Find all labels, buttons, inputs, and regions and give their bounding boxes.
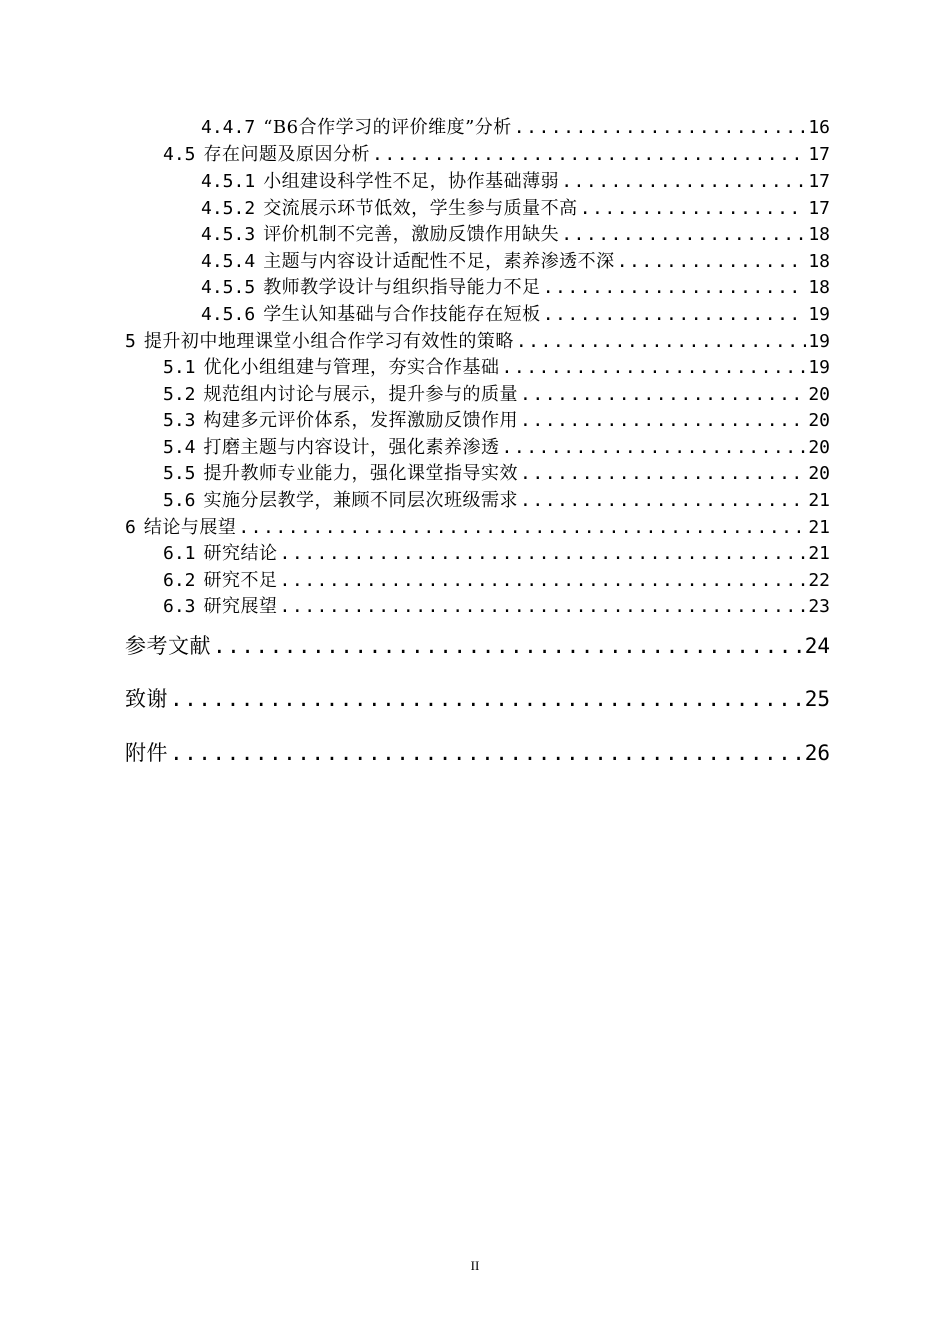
toc-dot-leader	[170, 740, 803, 766]
toc-dot-leader	[561, 224, 806, 246]
toc-entry-title: 研究展望	[203, 596, 278, 617]
toc-entry-title: 实施分层教学，兼顾不同层次班级需求	[203, 490, 519, 511]
toc-entry[interactable]	[201, 277, 830, 299]
toc-entry[interactable]	[125, 331, 830, 353]
toc-dot-leader	[280, 543, 807, 565]
toc-dot-leader	[516, 331, 806, 353]
toc-entry[interactable]	[201, 224, 830, 246]
toc-entry-title: 规范组内讨论与展示，提升参与的质量	[203, 384, 519, 405]
toc-dot-leader	[520, 463, 806, 485]
toc-entry-number: 5.5	[163, 463, 196, 484]
toc-entry-page: 16	[808, 117, 830, 138]
toc-entry[interactable]	[163, 570, 830, 592]
toc-entry-title: 学生认知基础与合作技能存在短板	[263, 304, 541, 325]
toc-dot-leader	[514, 117, 807, 139]
toc-entry[interactable]	[163, 596, 830, 618]
toc-entry-title: 致谢	[125, 687, 168, 711]
toc-dot-leader	[520, 384, 806, 406]
toc-entry-title: 打磨主题与内容设计，强化素养渗透	[203, 437, 500, 458]
toc-dot-leader	[520, 490, 806, 512]
toc-entry-page: 19	[808, 304, 830, 325]
toc-entry-number: 5	[125, 331, 136, 352]
toc-dot-leader	[238, 517, 806, 539]
toc-entry[interactable]	[163, 463, 830, 485]
toc-dot-leader	[580, 198, 807, 220]
toc-entry[interactable]	[163, 410, 830, 432]
toc-entry[interactable]	[201, 304, 830, 326]
toc-entry[interactable]	[125, 740, 830, 766]
toc-entry-page: 21	[808, 543, 830, 564]
toc-dot-leader	[372, 144, 806, 166]
toc-entry-page: 17	[808, 144, 830, 165]
toc-entry-number: 4.5.4	[201, 251, 256, 272]
toc-entry-page: 25	[804, 687, 830, 711]
toc-entry-page: 18	[808, 251, 830, 272]
toc-dot-leader	[561, 171, 806, 193]
toc-entry[interactable]	[125, 517, 830, 539]
toc-entry-number: 4.4.7	[201, 117, 256, 138]
toc-entry-title: 研究结论	[203, 543, 278, 564]
toc-entry-title: 提升初中地理课堂小组合作学习有效性的策略	[143, 331, 514, 352]
toc-entry[interactable]	[163, 490, 830, 512]
toc-entry-title: 结论与展望	[143, 517, 237, 538]
toc-entry-number: 5.4	[163, 437, 196, 458]
toc-dot-leader	[502, 357, 807, 379]
page-number: II	[470, 1258, 480, 1273]
toc-entry-number: 4.5.1	[201, 171, 256, 192]
toc-entry-page: 20	[808, 437, 830, 458]
toc-entry-number: 6	[125, 517, 136, 538]
toc-entry-page: 17	[808, 198, 830, 219]
toc-entry-page: 17	[808, 171, 830, 192]
toc-entry-number: 6.2	[163, 570, 196, 591]
toc-entry[interactable]	[201, 171, 830, 193]
toc-entry-number: 4.5	[163, 144, 196, 165]
toc-entry-title: 附件	[125, 741, 168, 765]
toc-entry-title: “B6合作学习的评价维度”分析	[263, 117, 512, 138]
toc-entry[interactable]	[163, 437, 830, 459]
toc-entry-title: 交流展示环节低效，学生参与质量不高	[263, 198, 578, 219]
toc-entry[interactable]	[163, 384, 830, 406]
toc-dot-leader	[170, 686, 803, 712]
toc-entry-title: 研究不足	[203, 570, 278, 591]
toc-entry-page: 20	[808, 463, 830, 484]
toc-entry[interactable]	[201, 251, 830, 273]
toc-entry-page: 18	[808, 277, 830, 298]
toc-entry-number: 4.5.5	[201, 277, 256, 298]
toc-entry-title: 评价机制不完善，激励反馈作用缺失	[263, 224, 560, 245]
toc-entry[interactable]	[125, 633, 830, 659]
toc-entry-number: 4.5.6	[201, 304, 256, 325]
toc-dot-leader	[502, 437, 807, 459]
toc-entry-page: 24	[804, 634, 830, 658]
toc-dot-leader	[543, 304, 807, 326]
toc-entry-page: 21	[808, 517, 830, 538]
toc-entry-page: 23	[808, 596, 830, 617]
toc-entry-title: 参考文献	[125, 634, 211, 658]
toc-entry[interactable]	[201, 117, 830, 139]
toc-dot-leader	[280, 570, 807, 592]
toc-entry[interactable]	[163, 543, 830, 565]
toc-entry-title: 构建多元评价体系，发挥激励反馈作用	[203, 410, 519, 431]
toc-entry-page: 20	[808, 410, 830, 431]
toc-entry-title: 存在问题及原因分析	[203, 144, 371, 165]
toc-entry-number: 4.5.2	[201, 198, 256, 219]
toc-entry-number: 4.5.3	[201, 224, 256, 245]
toc-entry-number: 5.2	[163, 384, 196, 405]
toc-entry-number: 6.1	[163, 543, 196, 564]
toc-entry-page: 18	[808, 224, 830, 245]
toc-entry-title: 优化小组组建与管理，夯实合作基础	[203, 357, 500, 378]
toc-entry-title: 主题与内容设计适配性不足，素养渗透不深	[263, 251, 615, 272]
toc-entry-page: 22	[808, 570, 830, 591]
toc-entry-page: 19	[808, 357, 830, 378]
toc-entry[interactable]	[163, 357, 830, 379]
toc-entry-number: 5.1	[163, 357, 196, 378]
toc-entry-number: 6.3	[163, 596, 196, 617]
toc-dot-leader	[280, 596, 807, 618]
toc-dot-leader	[213, 633, 803, 659]
toc-entry-page: 21	[808, 490, 830, 511]
toc-entry-title: 小组建设科学性不足，协作基础薄弱	[263, 171, 560, 192]
toc-dot-leader	[520, 410, 806, 432]
toc-entry-page: 20	[808, 384, 830, 405]
toc-dot-leader	[543, 277, 807, 299]
toc-entry[interactable]	[201, 198, 830, 220]
toc-entry-page: 19	[808, 331, 830, 352]
toc-dot-leader	[617, 251, 807, 273]
toc-entry-title: 教师教学设计与组织指导能力不足	[263, 277, 541, 298]
toc-entry[interactable]	[125, 686, 830, 712]
toc-entry-page: 26	[804, 741, 830, 765]
toc-entry-number: 5.3	[163, 410, 196, 431]
toc-entry-number: 5.6	[163, 490, 196, 511]
toc-entry[interactable]	[163, 144, 830, 166]
toc-entry-title: 提升教师专业能力，强化课堂指导实效	[203, 463, 519, 484]
